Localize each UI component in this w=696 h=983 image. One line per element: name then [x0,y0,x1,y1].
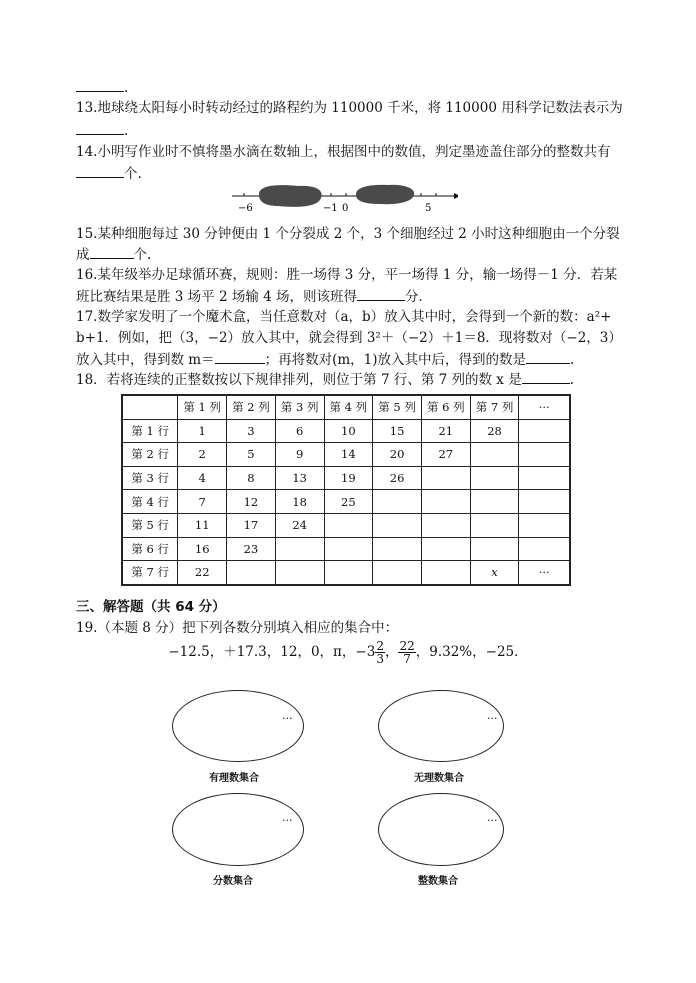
table-cell: 24 [275,513,324,537]
answer-blank[interactable] [522,370,570,384]
table-header-cell: 第 1 列 [178,395,227,419]
question-19-text: 19.（本题 8 分）把下列各数分别填入相应的集合中： [76,620,399,636]
question-15-text: 15.某种细胞每过 30 分钟便由 1 个分裂成 2 个，3 个细胞经过 2 小时这种细胞由一个分裂 [76,226,620,242]
table-cell: 18 [275,490,324,514]
table-cell [373,490,422,514]
ink-blot-right [356,185,414,204]
number-pattern-table [121,394,571,586]
question-15 [76,225,620,243]
table-cell [470,443,519,467]
ellipsis-mark: ··· [487,712,498,725]
question-14-answer: 个. [76,164,142,183]
table-cell: 7 [178,490,227,514]
table-row-label: 第 6 行 [122,537,178,561]
rational-set-ellipse[interactable] [172,690,304,762]
table-cell [519,419,570,443]
fraction-set-ellipse[interactable] [172,793,304,866]
irrational-set-label: 无理数集合 [414,773,464,784]
table-cell: 2 [178,443,227,467]
answer-blank[interactable] [90,245,134,259]
table-cell: 5 [227,443,276,467]
table-cell: 20 [373,443,422,467]
table-cell [421,561,470,585]
table-header-cell: 第 4 列 [324,395,373,419]
table-cell [519,513,570,537]
table-cell [421,537,470,561]
table-row [122,419,570,443]
table-cell: 26 [373,466,422,490]
answer-blank[interactable] [357,287,405,301]
table-cell [470,537,519,561]
table-cell [373,561,422,585]
table-cell: 6 [275,419,324,443]
ink-number-line-figure [228,181,458,217]
table-cell: 15 [373,419,422,443]
table-row [122,537,570,561]
table-cell: 1 [178,419,227,443]
table-cell: 25 [324,490,373,514]
table-cell: x [470,561,519,585]
table-cell: 17 [227,513,276,537]
table-cell: 12 [227,490,276,514]
table-cell [470,466,519,490]
question-16-text: 16.某年级举办足球循环赛，规则：胜一场得 3 分，平一场得 1 分，输一场得－1 分．若某 [76,267,618,283]
table-header-cell [122,395,178,419]
question-16-line2: 班比赛结果是胜 3 场平 2 场输 4 场，则该班得 分． [76,289,433,305]
question-18: 18．若将连续的正整数按以下规律排列，则位于第 7 行、第 7 列的数 x 是 . [76,372,575,388]
question-17-line3: 放入其中，得到数 m＝ ；再将数对(m，1)放入其中后，得到的数是 . [76,352,575,368]
table-header-cell: 第 6 列 [421,395,470,419]
table-cell: 13 [275,466,324,490]
table-cell: 3 [227,419,276,443]
question-17-line2: b+1．例如，把（3，−2）放入其中，就会得到 3²＋（−2）＋1＝8．现将数对（−2，3） [76,330,622,346]
ellipsis-mark: ··· [282,814,293,827]
table-cell [275,537,324,561]
integer-set-label: 整数集合 [418,876,458,887]
section-heading: 三、解答题（共 64 分） [76,599,226,615]
table-cell [324,513,373,537]
table-row [122,513,570,537]
table-row-label: 第 1 行 [122,419,178,443]
answer-blank[interactable] [76,121,124,135]
table-cell: 8 [227,466,276,490]
arrow-icon [454,193,458,199]
table-header-cell: ··· [519,395,570,419]
q12-answer-line: . [76,78,128,97]
table-cell [519,490,570,514]
table-cell: 27 [421,443,470,467]
table-cell [324,561,373,585]
table-cell [519,537,570,561]
table-header-cell: 第 7 列 [470,395,519,419]
question-19 [76,619,398,637]
table-cell [324,537,373,561]
question-13-text: 13.地球绕太阳每小时转动经过的路程约为 110000 千米，将 110000 用科学记数法表示为 [76,100,623,116]
rational-set-label: 有理数集合 [209,773,259,784]
table-header-cell: 第 2 列 [227,395,276,419]
table-row-label: 第 3 行 [122,466,178,490]
question-18-text: 18．若将连续的正整数按以下规律排列，则位于第 7 行、第 7 列的数 x 是 [76,372,522,388]
table-cell [421,490,470,514]
ellipsis-mark: ··· [282,712,293,725]
table-header-cell: 第 3 列 [275,395,324,419]
table-cell [373,537,422,561]
answer-blank[interactable] [76,78,124,92]
table-cell: 11 [178,513,227,537]
table-row-label: 第 4 行 [122,490,178,514]
table-cell: 10 [324,419,373,443]
tick-label-0: 0 [342,203,349,214]
ellipsis-mark: ··· [487,814,498,827]
table-cell [421,513,470,537]
table-header-cell: 第 5 列 [373,395,422,419]
table-cell: 19 [324,466,373,490]
question-13-answer: . [76,121,128,140]
table-cell: 4 [178,466,227,490]
table-row [122,490,570,514]
question-16 [76,266,617,284]
table-row [122,561,570,585]
table-cell [227,561,276,585]
table-row [122,466,570,490]
table-cell [421,466,470,490]
table-cell: 14 [324,443,373,467]
answer-blank[interactable] [76,164,124,178]
integer-set-ellipse[interactable] [378,793,504,866]
table-header-row [122,395,570,419]
table-cell: 16 [178,537,227,561]
table-row [122,443,570,467]
table-row-label: 第 5 行 [122,513,178,537]
table-cell [470,490,519,514]
table-cell [519,443,570,467]
table-cell: 28 [470,419,519,443]
fraction-two-thirds: $\frac{2}{3}$ [376,639,384,666]
tick-label-5: 5 [425,203,432,214]
question-13 [76,99,623,117]
table-cell: 9 [275,443,324,467]
table-cell: 21 [421,419,470,443]
question-14 [76,143,610,161]
fraction-22-7: $\frac{22}{7}$ [399,639,415,666]
table-cell [373,513,422,537]
table-row-label: 第 7 行 [122,561,178,585]
question-14-text: 14.小明写作业时不慎将墨水滴在数轴上，根据图中的数值，判定墨迹盖住部分的整数共有 [76,144,611,160]
tick-label-neg1: −1 [323,203,338,214]
fraction-set-label: 分数集合 [213,876,253,887]
table-cell: 23 [227,537,276,561]
table-cell: ··· [519,561,570,585]
irrational-set-ellipse[interactable] [378,690,504,762]
table-cell [275,561,324,585]
answer-blank-result[interactable] [526,350,570,364]
tick-label-neg6: −6 [238,203,253,214]
table-cell [519,466,570,490]
ink-blot-left [259,185,322,207]
question-15-line2: 成 个. [76,247,152,263]
answer-blank-m[interactable] [215,350,265,364]
number-list: −12.5，＋17.3，12，0，π，−3 $\frac{2}{3}$ ， $\frac{22}{7}$ ，9.32%，−25． [168,639,528,666]
question-17-line1: 17.数学家发明了一个魔术盒，当任意数对（a，b）放入其中时，会得到一个新的数：a²+ [76,309,612,325]
table-row-label: 第 2 行 [122,443,178,467]
table-cell [470,513,519,537]
table-cell: 22 [178,561,227,585]
